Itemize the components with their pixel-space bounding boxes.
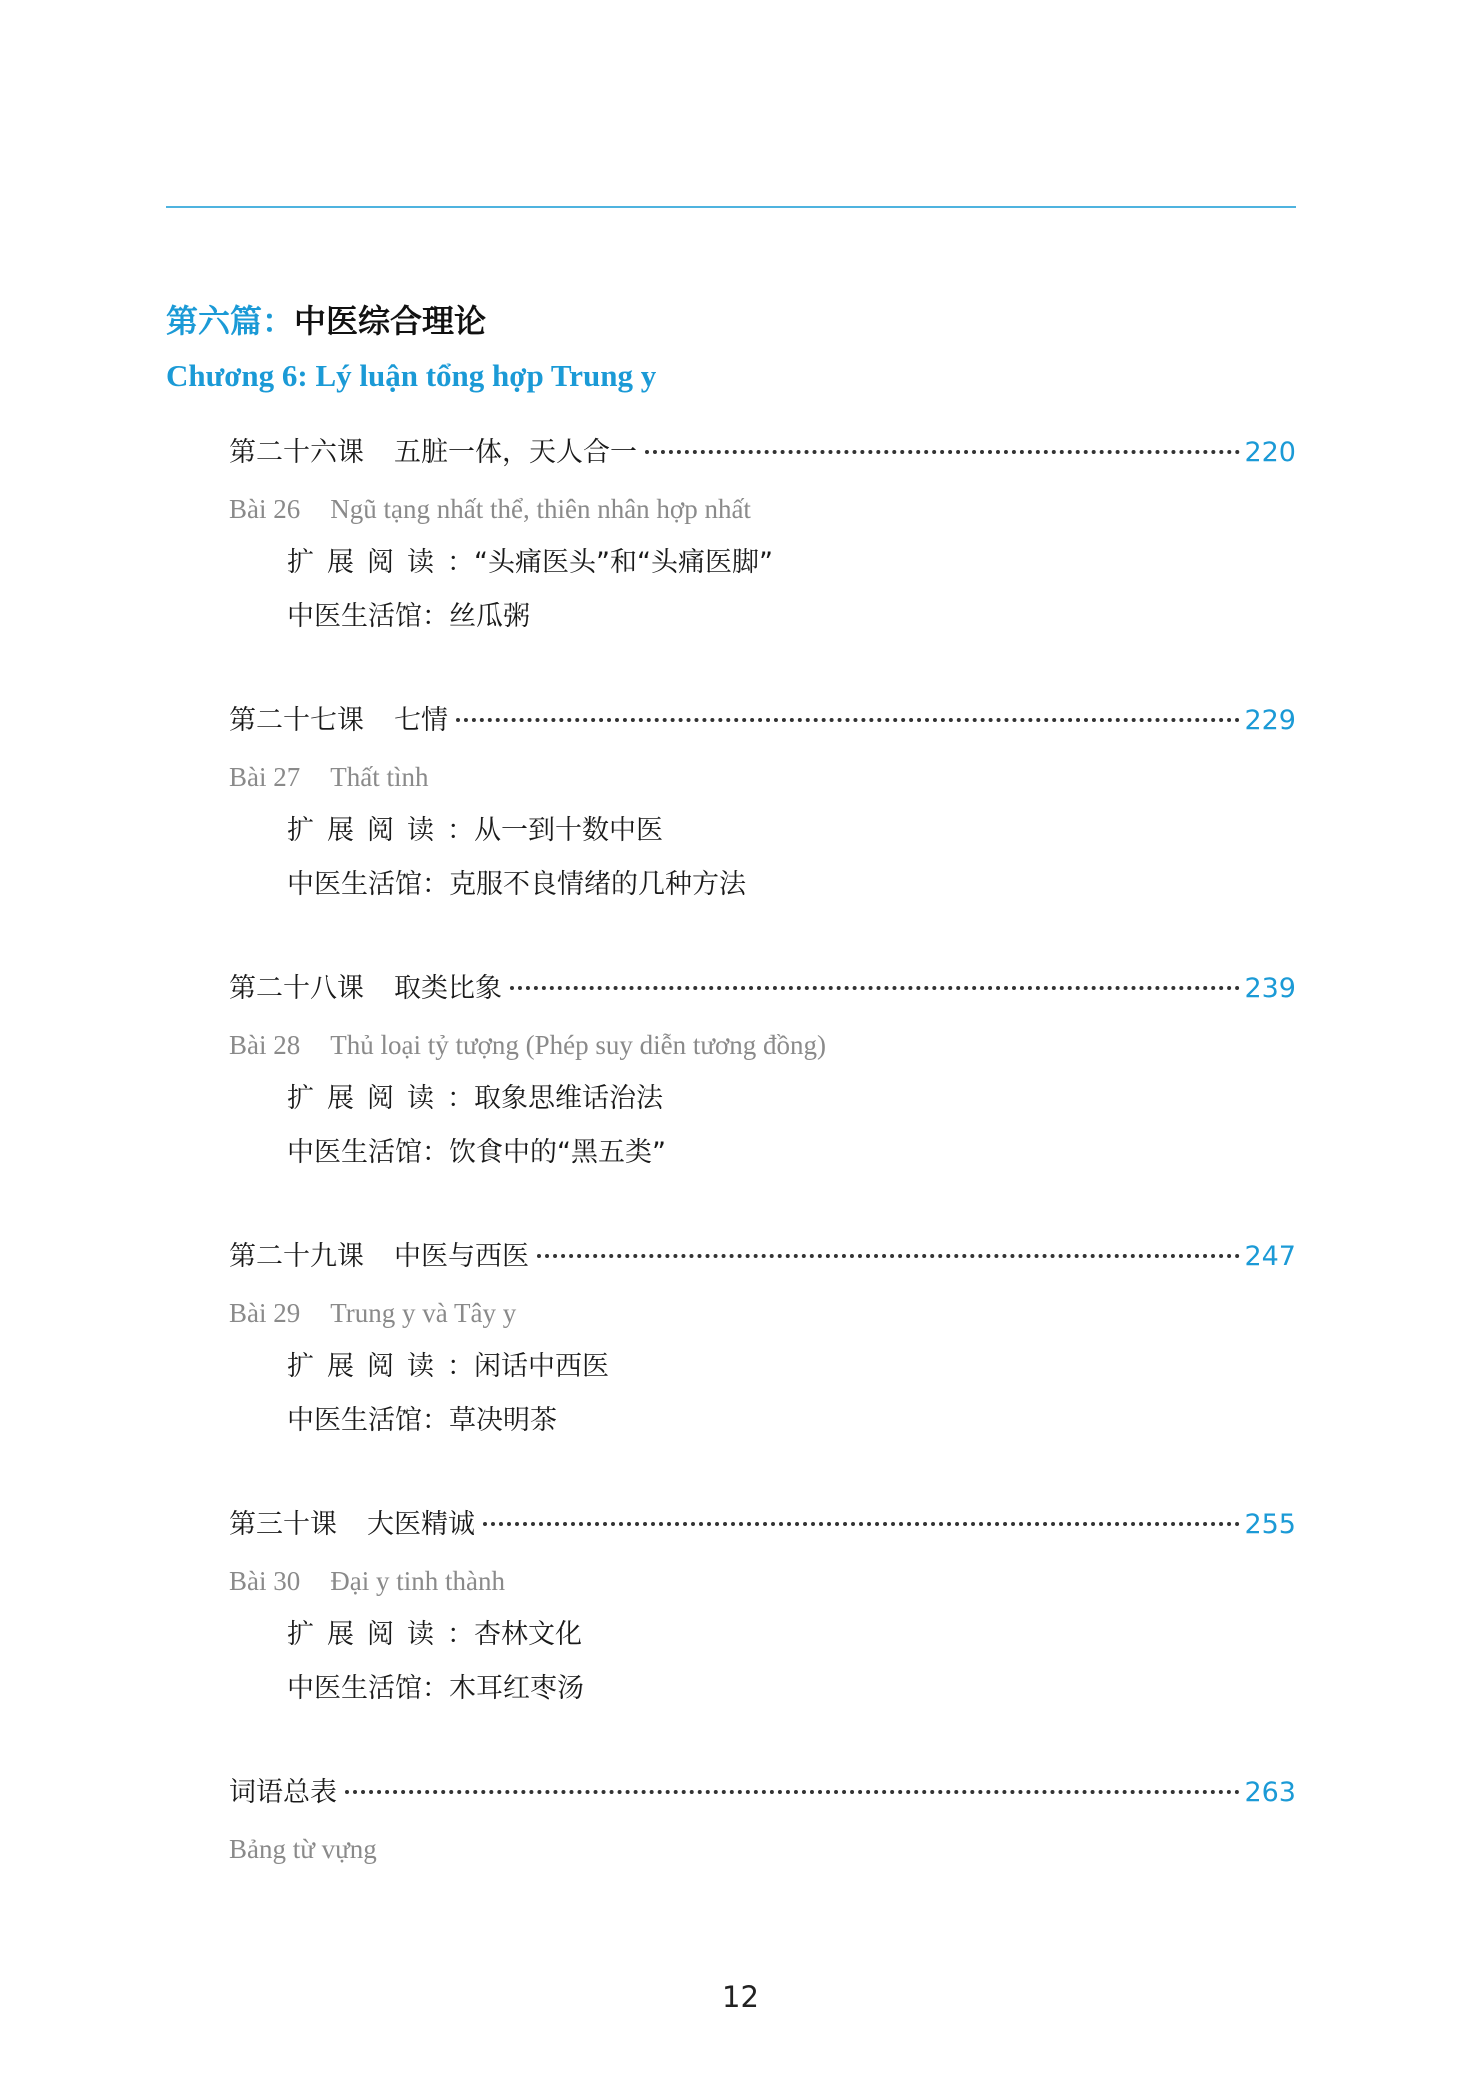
page-number-link[interactable]: 239 [1244,973,1296,1004]
extended-reading-text: 取象思维话治法 [474,1083,663,1114]
part-title: 中医综合理论 [294,302,487,340]
lesson-name: 取类比象 [394,973,502,1004]
tcm-life-hall [229,1662,1296,1716]
lesson-name: 七情 [394,705,448,736]
lesson-title [229,1234,529,1273]
toc-lesson-29 [229,1234,1296,1448]
page-number-link[interactable]: 255 [1244,1509,1296,1540]
page-number-link[interactable]: 229 [1244,705,1296,736]
tcm-life-text: 克服不良情绪的几种方法 [449,869,746,900]
extended-reading-label: 扩展阅读 [287,1351,447,1382]
lesson-title [229,1502,475,1541]
tcm-life-text: 木耳红枣汤 [449,1673,584,1704]
lesson-title-vietnamese [229,482,1296,536]
tcm-life-hall [229,590,1296,644]
lesson-title-vietnamese [229,1554,1296,1608]
tcm-life-hall [229,858,1296,912]
page-number-link[interactable]: 220 [1244,437,1296,468]
extended-reading: 扩展阅读：“头痛医头”和“头痛医脚” [287,547,773,578]
tcm-life-label: 中医生活馆： [287,869,449,900]
page-number-link[interactable]: 247 [1244,1241,1296,1272]
vn-lesson-name: Thất tình [330,762,429,792]
vn-lesson-name: Ngũ tạng nhất thể, thiên nhân hợp nhất [330,494,751,524]
lesson-title [229,966,502,1005]
dot-leader [510,986,1240,990]
toc-lesson-27 [229,698,1296,912]
dot-leader [537,1254,1240,1258]
toc-entry[interactable] [229,698,1296,750]
extended-reading-text: 从一到十数中医 [474,815,663,846]
lesson-number: 第三十课 [229,1509,337,1540]
lesson-name: 中医与西医 [394,1241,529,1272]
glossary-title: 词语总表 [229,1777,337,1808]
vn-lesson-name: Đại y tinh thành [330,1566,505,1596]
tcm-life-label: 中医生活馆： [287,1405,449,1436]
tcm-life-hall [229,1126,1296,1180]
extended-reading-text: 杏林文化 [474,1619,582,1650]
lesson-name: 大医精诚 [367,1509,475,1540]
toc-lesson-30 [229,1502,1296,1716]
extended-reading-label: 扩展阅读 [287,815,447,846]
lesson-title [229,698,448,737]
lesson-number: 第二十九课 [229,1241,364,1272]
extended-reading-label: 扩展阅读 [287,547,447,578]
extended-reading-label: 扩展阅读 [287,1619,447,1650]
vn-lesson-number: Bài 26 [229,494,301,524]
vn-lesson-number: Bài 28 [229,1030,301,1060]
lesson-number: 第二十七课 [229,705,364,736]
glossary-title-vietnamese: Bảng từ vựng [229,1834,377,1864]
lesson-title-vietnamese [229,1286,1296,1340]
extended-reading-text: 闲话中西医 [474,1351,609,1382]
extended-reading-text: “头痛医头”和“头痛医脚” [474,547,773,578]
toc-lesson-26 [229,430,1296,644]
toc-entry[interactable] [229,1770,1296,1822]
tcm-life-text: 丝瓜粥 [449,601,530,632]
chapter-title-vietnamese: Chương 6: Lý luận tổng hợp Trung y [166,358,657,393]
toc-glossary [229,1770,1296,1876]
part-label: 第六篇： [166,302,295,340]
dot-leader [645,450,1240,454]
header-rule [166,206,1296,208]
vn-lesson-number: Bài 27 [229,762,301,792]
toc-entry[interactable] [229,1502,1296,1554]
tcm-life-label: 中医生活馆： [287,1137,449,1168]
toc-entry[interactable] [229,430,1296,482]
toc-lesson-28 [229,966,1296,1180]
toc-entry[interactable] [229,1234,1296,1286]
extended-reading: 扩展阅读：闲话中西医 [287,1351,609,1382]
page-number: 12 [722,1980,759,2014]
table-of-contents [229,430,1296,1930]
lesson-number: 第二十八课 [229,973,364,1004]
vn-lesson-name: Trung y và Tây y [330,1298,517,1328]
vn-lesson-name: Thủ loại tỷ tượng (Phép suy diễn tương đồng) [330,1030,827,1060]
dot-leader [483,1522,1240,1526]
page-number-link[interactable]: 263 [1244,1777,1296,1808]
lesson-number: 第二十六课 [229,437,364,468]
tcm-life-label: 中医生活馆： [287,1673,449,1704]
lesson-title [229,430,637,469]
tcm-life-label: 中医生活馆： [287,601,449,632]
extended-reading: 扩展阅读：杏林文化 [287,1619,582,1650]
tcm-life-text: 草决明茶 [449,1405,557,1436]
tcm-life-hall [229,1394,1296,1448]
dot-leader [345,1790,1240,1794]
part-heading [166,302,486,340]
extended-reading: 扩展阅读：从一到十数中医 [287,815,663,846]
vn-lesson-number: Bài 30 [229,1566,301,1596]
toc-entry[interactable] [229,966,1296,1018]
dot-leader [456,718,1240,722]
vn-lesson-number: Bài 29 [229,1298,301,1328]
extended-reading: 扩展阅读：取象思维话治法 [287,1083,663,1114]
lesson-name: 五脏一体，天人合一 [394,437,637,468]
lesson-title-vietnamese [229,1018,1296,1072]
extended-reading-label: 扩展阅读 [287,1083,447,1114]
lesson-title-vietnamese [229,750,1296,804]
tcm-life-text: 饮食中的“黑五类” [449,1137,666,1168]
